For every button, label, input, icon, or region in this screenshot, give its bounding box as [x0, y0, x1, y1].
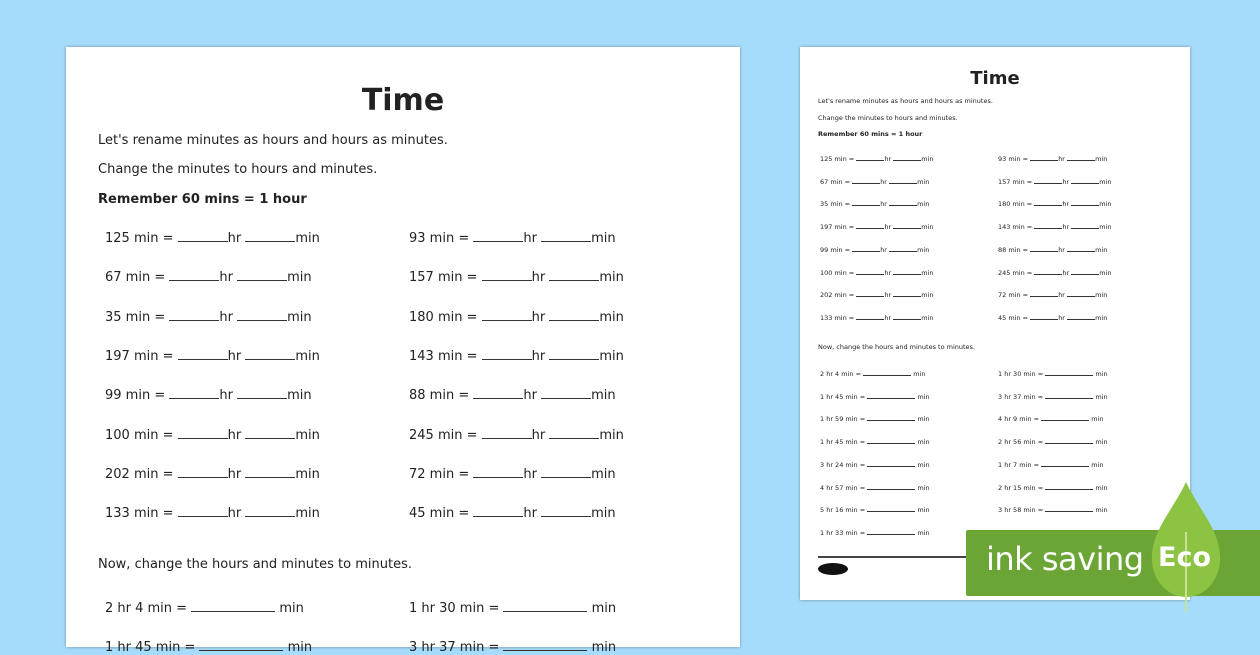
answer-blank[interactable] — [482, 438, 532, 439]
reminder: Remember 60 mins = 1 hour — [818, 130, 923, 138]
question-row — [998, 314, 1107, 322]
question-label: 4 hr 57 min = — [820, 483, 866, 492]
answer-blank[interactable] — [893, 228, 921, 229]
question-label: 1 hr 30 min = — [409, 601, 500, 616]
answer-blank[interactable] — [178, 477, 228, 478]
answer-blank[interactable] — [889, 251, 917, 252]
unit-label: min — [591, 388, 616, 404]
answer-blank[interactable] — [482, 320, 532, 321]
answer-blank[interactable] — [856, 274, 884, 275]
answer-blank[interactable] — [549, 359, 599, 360]
question-label: 93 min = — [998, 155, 1029, 163]
answer-blank[interactable] — [863, 375, 911, 376]
answer-blank[interactable] — [541, 516, 591, 517]
unit-label: min — [1099, 200, 1112, 209]
unit-label: hr — [1062, 268, 1070, 277]
question-label: 35 min = — [105, 309, 166, 325]
question-label: 202 min = — [105, 466, 174, 482]
question-row — [409, 506, 616, 521]
question-label: 1 hr 45 min = — [820, 392, 866, 401]
unit-label: min — [1095, 370, 1108, 378]
answer-blank[interactable] — [856, 160, 884, 161]
question-row — [409, 349, 624, 364]
question-label: 35 min = — [820, 200, 851, 209]
reminder: Remember 60 mins = 1 hour — [98, 192, 307, 207]
answer-blank[interactable] — [1071, 183, 1099, 184]
unit-label: min — [917, 438, 930, 447]
answer-blank[interactable] — [169, 320, 219, 321]
unit-label: min — [917, 245, 930, 254]
question-row — [998, 393, 1108, 401]
answer-blank[interactable] — [1045, 398, 1093, 399]
answer-blank[interactable] — [1071, 205, 1099, 206]
answer-blank[interactable] — [482, 359, 532, 360]
eco-label: Eco — [1158, 542, 1211, 573]
question-row — [820, 246, 929, 254]
question-label: 2 hr 4 min = — [105, 601, 188, 616]
question-label: 4 hr 9 min = — [998, 415, 1040, 424]
answer-blank[interactable] — [1030, 319, 1058, 320]
unit-label: min — [921, 155, 934, 163]
question-row — [105, 640, 312, 655]
question-label: 197 min = — [105, 348, 174, 364]
answer-blank[interactable] — [549, 438, 599, 439]
question-row — [105, 310, 312, 325]
answer-blank[interactable] — [178, 516, 228, 517]
answer-blank[interactable] — [1045, 375, 1093, 376]
answer-blank[interactable] — [856, 319, 884, 320]
worksheet-title: Time — [361, 83, 445, 118]
instruction-1: Change the minutes to hours and minutes. — [818, 114, 958, 122]
question-row — [820, 484, 930, 492]
question-label: 1 hr 45 min = — [105, 640, 196, 655]
unit-label: min — [1095, 291, 1108, 300]
answer-blank[interactable] — [1067, 251, 1095, 252]
answer-blank[interactable] — [1030, 160, 1058, 161]
answer-blank[interactable] — [503, 650, 587, 651]
unit-label: hr — [531, 270, 546, 286]
unit-label: min — [599, 348, 624, 364]
answer-blank[interactable] — [178, 438, 228, 439]
answer-blank[interactable] — [245, 359, 295, 360]
unit-label: min — [591, 466, 616, 482]
answer-blank[interactable] — [1034, 183, 1062, 184]
unit-label: hr — [1062, 200, 1070, 209]
unit-label: hr — [1058, 245, 1065, 254]
question-row — [409, 388, 616, 403]
answer-blank[interactable] — [473, 516, 523, 517]
question-row — [998, 370, 1108, 378]
answer-blank[interactable] — [856, 296, 884, 297]
question-label: 72 min = — [998, 291, 1029, 300]
question-row — [820, 529, 930, 537]
question-row — [820, 415, 930, 423]
question-label: 1 hr 30 min = — [998, 370, 1044, 378]
question-row — [998, 291, 1107, 299]
answer-blank[interactable] — [867, 420, 915, 421]
unit-label: hr — [1058, 291, 1065, 300]
question-label: 133 min = — [820, 313, 855, 322]
question-row — [998, 461, 1103, 469]
question-label: 143 min = — [409, 348, 478, 364]
answer-blank[interactable] — [867, 534, 915, 535]
answer-blank[interactable] — [889, 183, 917, 184]
question-label: 125 min = — [105, 231, 174, 246]
question-row — [105, 428, 320, 443]
answer-blank[interactable] — [867, 466, 915, 467]
answer-blank[interactable] — [1034, 274, 1062, 275]
question-label: 3 hr 24 min = — [820, 460, 866, 469]
unit-label: min — [1095, 392, 1108, 401]
answer-blank[interactable] — [191, 611, 275, 612]
answer-blank[interactable] — [237, 320, 287, 321]
answer-blank[interactable] — [856, 228, 884, 229]
unit-label: min — [1099, 177, 1112, 186]
question-label: 2 hr 15 min = — [998, 483, 1044, 492]
badge-text: ink saving — [986, 540, 1144, 578]
question-row — [820, 506, 930, 514]
unit-label: min — [287, 270, 312, 286]
question-row — [998, 200, 1111, 208]
answer-blank[interactable] — [889, 205, 917, 206]
question-label: 67 min = — [105, 270, 166, 286]
question-row — [105, 270, 312, 285]
question-label: 45 min = — [998, 313, 1029, 322]
answer-blank[interactable] — [549, 280, 599, 281]
unit-label: hr — [880, 177, 887, 186]
unit-label: hr — [227, 231, 242, 246]
answer-blank[interactable] — [482, 280, 532, 281]
question-row — [820, 461, 930, 469]
unit-label: min — [917, 200, 930, 209]
unit-label: hr — [523, 506, 537, 522]
unit-label: min — [591, 601, 617, 616]
unit-label: min — [295, 231, 320, 246]
answer-blank[interactable] — [1045, 511, 1093, 512]
unit-label: hr — [884, 291, 892, 300]
question-row — [998, 484, 1108, 492]
unit-label: min — [913, 370, 926, 378]
unit-label: min — [917, 460, 930, 469]
unit-label: min — [921, 291, 934, 300]
unit-label: hr — [531, 427, 546, 443]
question-label: 88 min = — [409, 388, 470, 404]
question-row — [998, 415, 1103, 423]
unit-label: min — [295, 348, 320, 364]
question-row — [820, 223, 933, 231]
question-label: 45 min = — [409, 506, 470, 522]
answer-blank[interactable] — [1067, 319, 1095, 320]
unit-label: hr — [227, 506, 242, 522]
question-label: 202 min = — [820, 291, 855, 300]
worksheet-preview-full — [800, 47, 1190, 600]
question-label: 3 hr 58 min = — [998, 506, 1044, 515]
answer-blank[interactable] — [893, 296, 921, 297]
question-row — [105, 231, 320, 246]
unit-label: hr — [219, 270, 233, 286]
answer-blank[interactable] — [245, 516, 295, 517]
answer-blank[interactable] — [867, 489, 915, 490]
unit-label: hr — [219, 388, 233, 404]
unit-label: min — [591, 640, 617, 655]
question-row — [998, 506, 1108, 514]
unit-label: min — [1095, 438, 1108, 447]
question-row — [998, 438, 1108, 446]
question-label: 245 min = — [998, 268, 1033, 277]
question-label: 1 hr 7 min = — [998, 460, 1040, 469]
unit-label: hr — [227, 466, 242, 482]
question-label: 100 min = — [105, 427, 174, 443]
question-row — [409, 467, 616, 482]
unit-label: min — [1091, 460, 1104, 469]
unit-label: min — [917, 483, 930, 492]
answer-blank[interactable] — [237, 398, 287, 399]
answer-blank[interactable] — [852, 251, 880, 252]
question-label: 125 min = — [820, 155, 855, 163]
question-row — [820, 200, 929, 208]
question-row — [820, 370, 925, 378]
unit-label: min — [599, 270, 624, 286]
unit-label: hr — [1058, 155, 1065, 163]
unit-label: min — [287, 388, 312, 404]
question-label: 157 min = — [409, 270, 478, 286]
answer-blank[interactable] — [169, 280, 219, 281]
question-row — [820, 155, 933, 163]
worksheet-title: Time — [970, 68, 1020, 89]
unit-label: min — [1095, 155, 1108, 163]
brand-logo — [818, 563, 848, 575]
answer-blank[interactable] — [867, 398, 915, 399]
unit-label: hr — [531, 309, 546, 325]
answer-blank[interactable] — [1030, 296, 1058, 297]
question-row — [409, 428, 624, 443]
instruction-2: Now, change the hours and minutes to minutes. — [98, 557, 412, 572]
question-label: 67 min = — [820, 177, 851, 186]
answer-blank[interactable] — [1041, 420, 1089, 421]
instruction-1: Change the minutes to hours and minutes. — [98, 162, 378, 177]
answer-blank[interactable] — [1071, 274, 1099, 275]
unit-label: hr — [523, 388, 537, 404]
unit-label: min — [279, 601, 304, 616]
answer-blank[interactable] — [473, 398, 523, 399]
question-label: 2 hr 4 min = — [820, 370, 862, 378]
question-row — [998, 223, 1111, 231]
answer-blank[interactable] — [893, 319, 921, 320]
answer-blank[interactable] — [245, 477, 295, 478]
answer-blank[interactable] — [503, 611, 587, 612]
question-label: 100 min = — [820, 268, 855, 277]
answer-blank[interactable] — [473, 241, 523, 242]
question-row — [105, 467, 320, 482]
question-row — [105, 601, 304, 616]
question-row — [105, 506, 320, 521]
answer-blank[interactable] — [549, 320, 599, 321]
question-label: 1 hr 45 min = — [820, 438, 866, 447]
answer-blank[interactable] — [867, 443, 915, 444]
question-row — [409, 640, 616, 655]
answer-blank[interactable] — [245, 438, 295, 439]
question-label: 197 min = — [820, 223, 855, 232]
question-label: 180 min = — [409, 309, 478, 325]
unit-label: hr — [884, 313, 892, 322]
question-label: 72 min = — [409, 466, 470, 482]
question-row — [820, 393, 930, 401]
unit-label: hr — [880, 200, 887, 209]
unit-label: min — [921, 223, 934, 232]
unit-label: min — [1099, 223, 1112, 232]
question-row — [820, 438, 930, 446]
unit-label: min — [1095, 506, 1108, 515]
answer-blank[interactable] — [852, 183, 880, 184]
question-label: 180 min = — [998, 200, 1033, 209]
answer-blank[interactable] — [1034, 228, 1062, 229]
answer-blank[interactable] — [245, 241, 295, 242]
unit-label: hr — [523, 466, 537, 482]
unit-label: min — [599, 309, 624, 325]
question-row — [820, 178, 929, 186]
unit-label: min — [1091, 415, 1104, 424]
answer-blank[interactable] — [237, 280, 287, 281]
unit-label: min — [295, 466, 320, 482]
question-row — [409, 601, 616, 616]
answer-blank[interactable] — [541, 241, 591, 242]
answer-blank[interactable] — [1034, 205, 1062, 206]
unit-label: min — [917, 528, 930, 537]
question-label: 1 hr 59 min = — [820, 415, 866, 424]
answer-blank[interactable] — [1071, 228, 1099, 229]
question-label: 3 hr 37 min = — [998, 392, 1044, 401]
unit-label: min — [1095, 483, 1108, 492]
answer-blank[interactable] — [1030, 251, 1058, 252]
answer-blank[interactable] — [1045, 489, 1093, 490]
unit-label: min — [917, 392, 930, 401]
question-row — [998, 178, 1111, 186]
question-row — [409, 231, 616, 246]
unit-label: min — [917, 177, 930, 186]
answer-blank[interactable] — [178, 241, 228, 242]
question-label: 1 hr 33 min = — [820, 528, 866, 537]
instruction-2: Now, change the hours and minutes to minutes. — [818, 343, 975, 351]
question-row — [409, 270, 624, 285]
unit-label: hr — [227, 427, 242, 443]
answer-blank[interactable] — [852, 205, 880, 206]
answer-blank[interactable] — [473, 477, 523, 478]
question-label: 3 hr 37 min = — [409, 640, 500, 655]
unit-label: hr — [884, 155, 892, 163]
question-row — [820, 269, 933, 277]
question-row — [409, 310, 624, 325]
unit-label: min — [1099, 268, 1112, 277]
unit-label: min — [1095, 313, 1108, 322]
unit-label: min — [591, 506, 616, 522]
worksheet-preview-large — [66, 47, 740, 655]
unit-label: min — [295, 506, 320, 522]
unit-label: min — [921, 268, 934, 277]
unit-label: min — [287, 640, 313, 655]
unit-label: hr — [884, 268, 892, 277]
answer-blank[interactable] — [169, 398, 219, 399]
question-label: 245 min = — [409, 427, 478, 443]
unit-label: hr — [1058, 313, 1065, 322]
question-label: 5 hr 16 min = — [820, 506, 866, 515]
answer-blank[interactable] — [199, 650, 283, 651]
question-row — [105, 349, 320, 364]
unit-label: hr — [884, 223, 892, 232]
unit-label: hr — [880, 245, 887, 254]
question-row — [998, 246, 1107, 254]
unit-label: hr — [523, 231, 537, 246]
question-label: 133 min = — [105, 506, 174, 522]
answer-blank[interactable] — [893, 274, 921, 275]
question-label: 99 min = — [820, 245, 851, 254]
answer-blank[interactable] — [178, 359, 228, 360]
answer-blank[interactable] — [867, 511, 915, 512]
question-row — [820, 314, 933, 322]
unit-label: hr — [1062, 177, 1070, 186]
question-label: 157 min = — [998, 177, 1033, 186]
unit-label: hr — [531, 348, 546, 364]
answer-blank[interactable] — [893, 160, 921, 161]
intro-text: Let's rename minutes as hours and hours as minutes. — [98, 133, 448, 148]
unit-label: min — [591, 231, 616, 246]
unit-label: min — [287, 309, 312, 325]
question-row — [105, 388, 312, 403]
unit-label: min — [295, 427, 320, 443]
unit-label: hr — [1062, 223, 1070, 232]
question-label: 93 min = — [409, 231, 470, 246]
intro-text: Let's rename minutes as hours and hours as minutes. — [818, 97, 993, 105]
unit-label: hr — [219, 309, 233, 325]
question-label: 88 min = — [998, 245, 1029, 254]
answer-blank[interactable] — [541, 398, 591, 399]
question-row — [998, 269, 1111, 277]
unit-label: min — [599, 427, 624, 443]
unit-label: min — [917, 415, 930, 424]
answer-blank[interactable] — [1067, 296, 1095, 297]
unit-label: min — [1095, 245, 1108, 254]
unit-label: min — [921, 313, 934, 322]
question-label: 99 min = — [105, 388, 166, 404]
answer-blank[interactable] — [1067, 160, 1095, 161]
question-row — [998, 155, 1107, 163]
answer-blank[interactable] — [1041, 466, 1089, 467]
question-label: 2 hr 56 min = — [998, 438, 1044, 447]
question-row — [820, 291, 933, 299]
answer-blank[interactable] — [1045, 443, 1093, 444]
answer-blank[interactable] — [541, 477, 591, 478]
question-label: 143 min = — [998, 223, 1033, 232]
unit-label: hr — [227, 348, 242, 364]
unit-label: min — [917, 506, 930, 515]
